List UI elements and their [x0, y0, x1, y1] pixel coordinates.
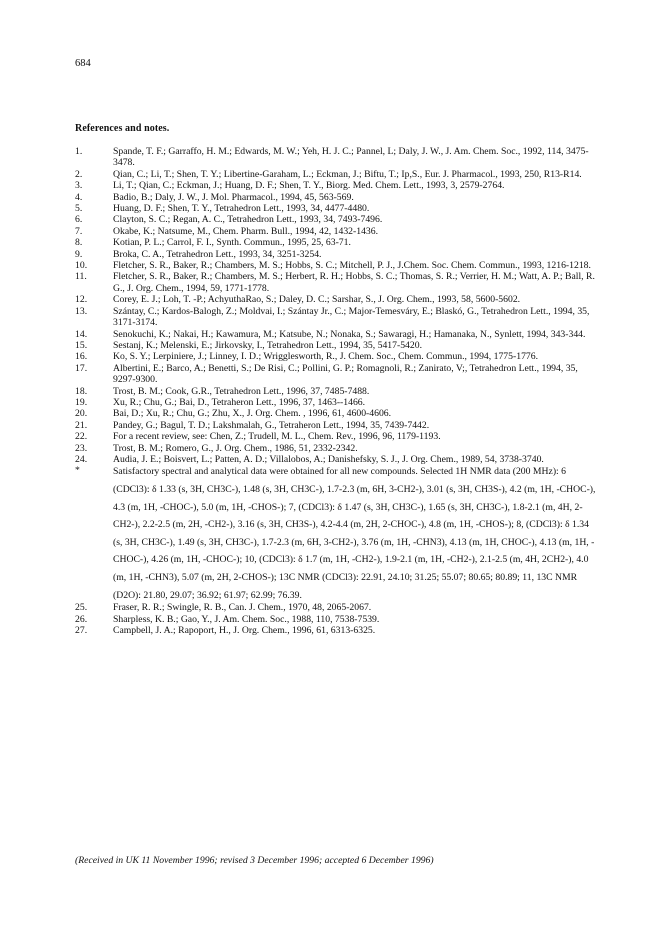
reference-item: [75, 386, 600, 397]
reference-item: [75, 237, 600, 248]
reference-text: Kotian, P. L.; Carrol, F. I., Synth. Commun., 1995, 25, 63-71.: [113, 237, 351, 249]
reference-text: Xu, R.; Chu, G.; Bai, D., Tetraheron Lett., 1996, 37, 1463--1466.: [113, 396, 366, 408]
reference-number: 10.: [75, 260, 88, 272]
reference-text: Bai, D.; Xu, R.; Chu, G.; Zhu, X., J. Org. Chem. , 1996, 61, 4600-4606.: [113, 408, 392, 420]
reference-text: Trost, B. M.; Romero, G., J. Org. Chem., 1986, 51, 2332-2342.: [113, 442, 358, 454]
reference-number: 7.: [75, 225, 83, 237]
reference-text: Okabe, K.; Natsume, M., Chem. Pharm. Bull., 1994, 42, 1432-1436.: [113, 225, 379, 237]
reference-item: [75, 294, 600, 305]
reference-number: 4.: [75, 191, 83, 203]
reference-text: Fletcher, S. R., Baker, R.; Chambers, M. S.; Herbert, R. H.; Hobbs, S. C.; Thomas, S. R.; Verrier, H. M.; Watt, A. P.; Ball, R. G., J. Org. Chem., 1994, 59, 1771-1778.: [113, 271, 595, 294]
reference-number: 21.: [75, 419, 88, 431]
reference-text: Qian, C.; Li, T.; Shen, T. Y.; Libertine-Garaham, L.; Eckman, J.; Biftu, T.; Ip,S., Eur. J. Pharmacol., 1993, 250, R13-R14.: [113, 168, 582, 180]
reference-number: 27.: [75, 624, 88, 636]
reference-text: Albertini, E.; Barco, A.; Benetti, S.; De Risi, C.; Pollini, G. P.; Romagnoli, R.; Zanirato, V;, Tetrahedron Lett., 1994, 35, 9297-9300.: [113, 362, 578, 386]
reference-text: Broka, C. A., Tetrahedron Lett., 1993, 34, 3251-3254.: [113, 248, 322, 260]
reference-text: Senokuchi, K.; Nakai, H.; Kawamura, M.; Katsube, N.; Nonaka, S.; Sawaragi, H.; Hamanaka, N., Synlett, 1994, 343-344.: [113, 328, 586, 340]
reference-text: Ko, S. Y.; Lerpiniere, J.; Linney, I. D.; Wrigglesworth, R., J. Chem. Soc., Chem. Commun., 1994, 1775-1776.: [113, 351, 539, 363]
reference-list: [75, 146, 600, 636]
nmr-data-text: Satisfactory spectral and analytical data were obtained for all new compounds. Selected 1H NMR data (200 MHz): 6 (CDCl3): δ 1.33 (s, 3H, CH3C-), 1.48 (s, 3H, CH3C-), 1.7-2.3 (m, 6H, 3-CH2-), 3.01 (s, 3H, CH3S-), 4.2 (m, 1H, -CHOC-), 4.3 (m, 1H, -CHOC-), 5.0 (m, 1H, -CHOS-); 7, (CDCl3): δ 1.47 (s, 3H, CH3C-), 1.65 (s, 3H, CH3C-), 1.8-2.1 (m, 4H, 2-CH2-), 2.2-2.5 (m, 2H, -CH2-), 3.16 (s, 3H, CH3S-), 4.2-4.4 (m, 2H, 2-CHOC-), 4.8 (m, 1H, -CHOS-); 8, (CDCl3): δ 1.34 (s, 3H, CH3C-), 1.49 (s, 3H, CH3C-), 1.7-2.3 (m, 6H, 3-CH2-), 3.76 (m, 1H, -CHN3), 4.13 (m, 1H, CHOC-), 4.13 (m, 1H, -CHOC-), 4.26 (m, 1H, -CHOC-); 10, (CDCl3): δ 1.7 (m, 1H, -CH2-), 1.9-2.1 (m, 1H, -CH2-), 2.1-2.5 (m, 4H, 2CH2-), 4.0 (m, 1H, -CHN3), 5.07 (m, 2H, 2-CHOS-); 13C NMR (CDCl3): 22.91, 24.10; 31.25; 55.07; 80.65; 80.89; 11, 13C NMR (D2O): 21.80, 29.07; 36.92; 61.97; 62.99; 76.39.: [113, 466, 596, 601]
reference-text: Huang, D. F.; Shen, T. Y., Tetrahedron Lett., 1993, 34, 4477-4480.: [113, 203, 370, 215]
reference-item: [75, 169, 600, 180]
reference-item: [75, 180, 600, 191]
reference-number: 2.: [75, 168, 83, 180]
reference-text: Sharpless, K. B.; Gao, Y., J. Am. Chem. Soc., 1988, 110, 7538-7539.: [113, 613, 380, 625]
reference-item: [75, 625, 600, 636]
reference-item: [75, 351, 600, 362]
reference-item: [75, 226, 600, 237]
reference-item: [75, 146, 600, 169]
reference-item: [75, 214, 600, 225]
reference-item: [75, 260, 600, 271]
reference-number: 22.: [75, 431, 88, 443]
reference-number: 13.: [75, 305, 88, 317]
reference-item: [75, 431, 600, 442]
reference-number: 15.: [75, 339, 88, 351]
reference-number: 20.: [75, 408, 88, 420]
reference-item: [75, 420, 600, 431]
reference-item: [75, 340, 600, 351]
reference-text: Pandey, G.; Bagul, T. D.; Lakshmalah, G., Tetraheron Lett., 1994, 35, 7439-7442.: [113, 419, 430, 431]
reference-item: [75, 602, 600, 613]
reference-item: [75, 329, 600, 340]
reference-item: [75, 408, 600, 419]
reference-text: Badio, B.; Daly, J. W., J. Mol. Pharmacol., 1994, 45, 563-569.: [113, 191, 354, 203]
reference-text: Szántay, C.; Kardos-Balogh, Z.; Moldvai, I.; Szántay Jr., C.; Major-Temesváry, E.; Blaskó, G., Tetrahedron Lett., 1994, 35, 3171-3174.: [113, 305, 590, 329]
reference-number: 12.: [75, 294, 88, 306]
reference-number: 18.: [75, 385, 88, 397]
reference-text: Spande, T. F.; Garraffo, H. M.; Edwards, M. W.; Yeh, H. J. C.; Pannel, L; Daly, J. W., J. Am. Chem. Soc., 1992, 114, 3475-3478.: [113, 146, 589, 169]
reference-text: Campbell, J. A.; Rapoport, H., J. Org. Chem., 1996, 61, 6313-6325.: [113, 624, 376, 636]
reference-text: Fraser, R. R.; Swingle, R. B., Can. J. Chem., 1970, 48, 2065-2067.: [113, 602, 372, 614]
reference-number: 19.: [75, 396, 88, 408]
reference-text: Trost, B. M.; Cook, G.R., Tetrahedron Lett., 1996, 37, 7485-7488.: [113, 385, 370, 397]
nmr-data-note: [75, 465, 600, 602]
reference-number: 26.: [75, 613, 88, 625]
reference-number: 24.: [75, 453, 88, 465]
reference-item: [75, 443, 600, 454]
reference-text: Clayton, S. C.; Regan, A. C., Tetrahedron Lett., 1993, 34, 7493-7496.: [113, 214, 383, 226]
reference-text: For a recent review, see: Chen, Z.; Trudell, M. L., Chem. Rev., 1996, 96, 1179-1193.: [113, 431, 441, 443]
reference-item: [75, 249, 600, 260]
reference-text: Corey, E. J.; Loh, T. -P.; AchyuthaRao, S.; Daley, D. C.; Sarshar, S., J. Org. Chem., 1993, 58, 5600-5602.: [113, 294, 521, 306]
reference-text: Fletcher, S. R., Baker, R.; Chambers, M. S.; Hobbs, S. C.; Mitchell, P. J., J.Chem. Soc. Chem. Commun., 1993, 1216-1218.: [113, 260, 591, 272]
reference-item: [75, 306, 600, 329]
reference-number: 3.: [75, 180, 83, 192]
references-heading: References and notes.: [75, 123, 170, 134]
reference-number: 14.: [75, 328, 88, 340]
asterisk-marker: *: [75, 465, 80, 477]
reference-item: [75, 192, 600, 203]
reference-item: [75, 203, 600, 214]
received-dates: (Received in UK 11 November 1996; revised 3 December 1996; accepted 6 December 1996): [75, 855, 434, 866]
reference-number: 23.: [75, 442, 88, 454]
reference-item: [75, 271, 600, 294]
reference-number: 5.: [75, 203, 83, 215]
reference-number: 11.: [75, 271, 87, 283]
reference-item: [75, 363, 600, 386]
reference-item: [75, 614, 600, 625]
reference-text: Sestanj, K.; Melenski, E.; Jirkovsky, I., Tetrahedron Lett., 1994, 35, 5417-5420.: [113, 339, 423, 351]
reference-number: 16.: [75, 351, 88, 363]
reference-number: 8.: [75, 237, 83, 249]
reference-number: 9.: [75, 248, 83, 260]
reference-text: Audia, J. E.; Boisvert, L.; Patten, A. D.; Villalobos, A.; Danishefsky, S. J., J. Org. Chem., 1989, 54, 3738-3740.: [113, 453, 544, 465]
reference-number: 25.: [75, 602, 88, 614]
reference-number: 1.: [75, 146, 83, 157]
reference-item: [75, 397, 600, 408]
reference-number: 17.: [75, 362, 88, 374]
page-number: 684: [75, 58, 91, 69]
reference-number: 6.: [75, 214, 83, 226]
reference-text: Li, T.; Qian, C.; Eckman, J.; Huang, D. F.; Shen, T. Y., Biorg. Med. Chem. Lett., 1993, 3, 2579-2764.: [113, 180, 505, 192]
